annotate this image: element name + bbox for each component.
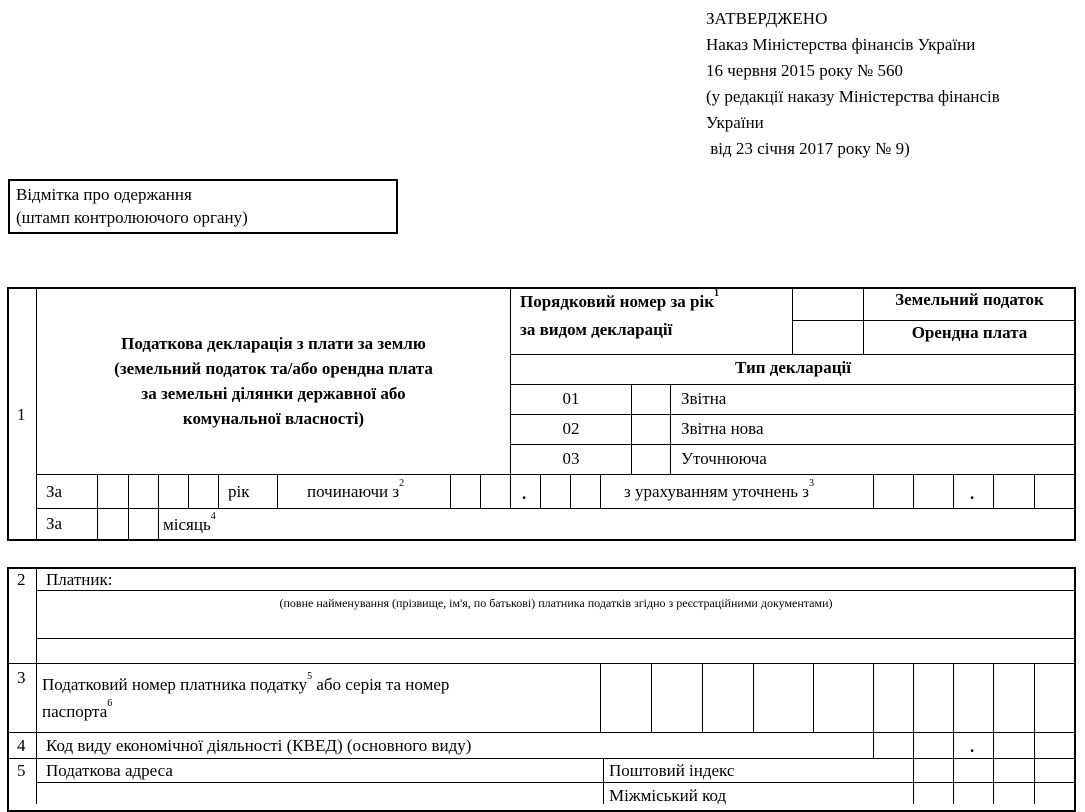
date-separator-dot: . — [970, 484, 975, 503]
section-5-number: 5 — [17, 761, 26, 780]
tax-id-cell[interactable] — [1034, 664, 1075, 732]
type-code-01: 01 — [562, 389, 580, 408]
payer-name-field-2[interactable] — [37, 639, 1075, 663]
section-3-number: 3 — [17, 668, 26, 687]
title-line: Податкова декларація з плати за землю — [121, 334, 426, 353]
declaration-type-label: Тип декларації — [735, 358, 851, 377]
postal-code-cell[interactable] — [913, 759, 953, 782]
order-number-label: Порядковий номер за рік$^1$ — [520, 288, 719, 311]
order-number-rent-cell[interactable] — [793, 321, 863, 353]
declaration-title — [37, 331, 510, 431]
receipt-stamp-box — [8, 179, 398, 234]
approval-line: (у редакції наказу Міністерства фінансів — [706, 87, 1000, 106]
tax-address-label: Податкова адреса — [46, 761, 173, 780]
date-separator-dot: . — [522, 484, 527, 503]
payer-name-field[interactable] — [37, 610, 1075, 638]
title-line: (земельний податок та/або орендна плата — [114, 359, 433, 378]
type-code-03: 03 — [562, 449, 580, 468]
rent-label: Орендна плата — [911, 323, 1028, 342]
tax-id-cell[interactable] — [993, 664, 1034, 732]
correction-date-cell[interactable] — [873, 475, 913, 508]
section-1-number: 1 — [17, 405, 26, 424]
intercity-code-label: Міжміський код — [609, 786, 727, 805]
month-digit-cell[interactable] — [97, 509, 128, 540]
type-label-03: Уточнююча — [681, 449, 767, 468]
postal-code-label: Поштовий індекс — [609, 761, 735, 780]
type-02-checkbox[interactable] — [632, 415, 670, 444]
tax-number-label: Податковий номер платника податку$^5$ або серія та номер — [42, 671, 450, 694]
type-03-checkbox[interactable] — [632, 445, 670, 474]
type-01-checkbox[interactable] — [632, 385, 670, 414]
section-2-number: 2 — [17, 570, 26, 589]
approval-line: ЗАТВЕРДЖЕНО — [706, 9, 828, 28]
with-corrections-label: з урахуванням уточнень $з^3$ — [624, 478, 815, 501]
type-label-01: Звітна — [681, 389, 727, 408]
year-digit-cell[interactable] — [158, 475, 188, 508]
intercity-code-cell[interactable] — [1034, 783, 1075, 804]
start-date-cell[interactable] — [450, 475, 480, 508]
payer-label: Платник: — [46, 570, 113, 589]
correction-date-cell[interactable] — [993, 475, 1034, 508]
order-number-land-tax-cell[interactable] — [793, 289, 863, 320]
approval-line: від 23 січня 2017 року № 9) — [706, 139, 910, 158]
kved-cell[interactable] — [993, 733, 1034, 758]
approval-block — [706, 6, 1000, 162]
za-month-label: За — [46, 514, 63, 533]
correction-date-cell[interactable] — [913, 475, 953, 508]
start-date-cell[interactable] — [570, 475, 600, 508]
year-digit-cell[interactable] — [128, 475, 158, 508]
tax-id-cell[interactable] — [873, 664, 913, 732]
tax-address-field[interactable] — [37, 783, 602, 804]
postal-code-cell[interactable] — [993, 759, 1034, 782]
tax-id-cell[interactable] — [753, 664, 813, 732]
postal-code-cell[interactable] — [953, 759, 993, 782]
kved-cell[interactable] — [1034, 733, 1075, 758]
approval-line: 16 червня 2015 року № 560 — [706, 61, 904, 80]
tax-id-cell[interactable] — [702, 664, 753, 732]
tax-id-cell[interactable] — [953, 664, 993, 732]
kved-cell[interactable] — [873, 733, 913, 758]
approval-line: Наказ Міністерства фінансів України — [706, 35, 976, 54]
tax-id-cell[interactable] — [600, 664, 651, 732]
kved-label: Код виду економічної діяльності (КВЕД) (основного виду) — [46, 736, 472, 755]
za-label: За — [46, 482, 63, 501]
order-number-label-2: за видом декларації — [520, 320, 673, 339]
year-label: рік — [228, 482, 250, 501]
title-line: комунальної власності) — [182, 409, 365, 428]
intercity-code-cell[interactable] — [953, 783, 993, 804]
stamp-hint: (штамп контролюючого органу) — [16, 208, 248, 227]
type-code-02: 02 — [562, 419, 580, 438]
intercity-code-cell[interactable] — [913, 783, 953, 804]
tax-id-cell[interactable] — [813, 664, 873, 732]
year-digit-cell[interactable] — [188, 475, 218, 508]
correction-date-cell[interactable] — [1034, 475, 1075, 508]
month-digit-cell[interactable] — [128, 509, 158, 540]
kved-cell[interactable] — [913, 733, 953, 758]
title-line: за земельні ділянки державної або — [141, 384, 406, 403]
starting-from-label: починаючи $з^2$ — [307, 478, 405, 501]
type-label-02: Звітна нова — [681, 419, 764, 438]
tax-id-cell[interactable] — [913, 664, 953, 732]
approval-line: України — [706, 113, 764, 132]
land-tax-label: Земельний податок — [895, 290, 1044, 309]
payer-name-hint: (повне найменування (прізвище, ім'я, по батькові) платника податків згідно з реєстраційними документами) — [279, 596, 833, 610]
start-date-cell[interactable] — [540, 475, 570, 508]
section-4-number: 4 — [17, 736, 26, 755]
month-label: місяць$^4$ — [163, 511, 216, 534]
intercity-code-cell[interactable] — [993, 783, 1034, 804]
postal-code-cell[interactable] — [1034, 759, 1075, 782]
kved-dot: . — [970, 737, 975, 756]
year-digit-cell[interactable] — [97, 475, 128, 508]
start-date-cell[interactable] — [480, 475, 510, 508]
passport-label: паспорта$^6$ — [42, 698, 113, 721]
stamp-label: Відмітка про одержання — [16, 185, 192, 204]
tax-id-cell[interactable] — [651, 664, 702, 732]
